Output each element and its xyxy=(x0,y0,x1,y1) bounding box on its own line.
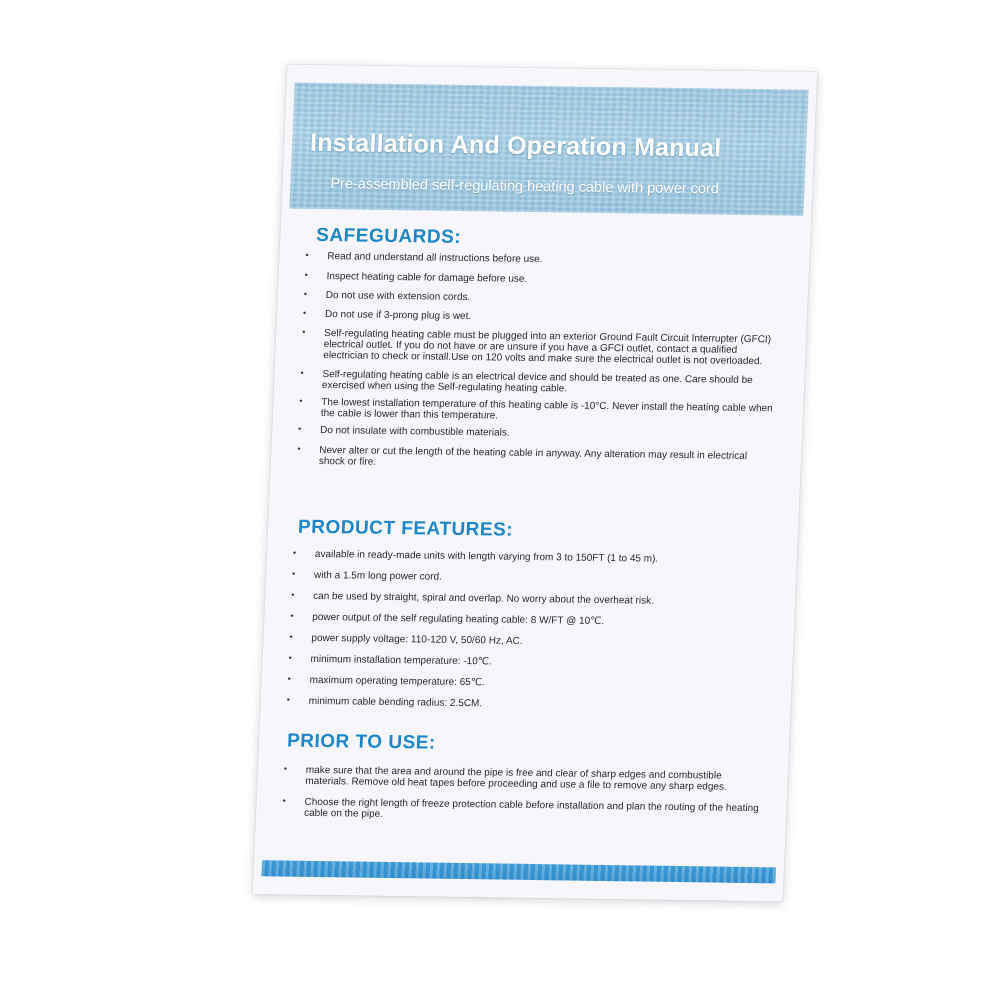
prior-list xyxy=(282,765,762,826)
footer-bar xyxy=(261,860,776,883)
features-item: • can be used by straight, spiral and overlap. No worry about the overheat risk. xyxy=(291,591,769,609)
safeguards-item: • Do not insulate with combustible materials. xyxy=(298,425,776,443)
prior-item: • make sure that the area and around the pipe is free and clear of sharp edges and combustible materials. Remove old heat tapes before proceeding and use a file to remove any sharp edges. xyxy=(283,765,762,794)
safeguards-heading: SAFEGUARDS: xyxy=(315,224,462,248)
safeguards-item: • Inspect heating cable for damage before use. xyxy=(304,271,782,289)
safeguards-item: • Do not use with extension cords. xyxy=(304,290,782,308)
prior-item: • Choose the right length of freeze protection cable before installation and plan the routing of the heating cable on the pipe. xyxy=(282,797,761,826)
features-item: • power supply voltage: 110-120 V, 50/60 Hz, AC. xyxy=(289,633,767,651)
features-heading: PRODUCT FEATURES: xyxy=(297,516,514,541)
features-item: • with a 1.5m long power cord. xyxy=(292,570,770,588)
features-item: • maximum operating temperature: 65℃. xyxy=(287,675,765,693)
prior-heading: PRIOR TO USE: xyxy=(286,730,437,754)
safeguards-item: • Self-regulating heating cable must be plugged into an exterior Ground Fault Circuit Interrupter (GFCI) electrical outlet. If you do not have or are unsure if you have a GFCI outlet, contact a qualified electrician to check or install.Use on 120 volts and make sure the electrical outlet is not overloaded. xyxy=(301,328,780,368)
manual-title: Installation And Operation Manual xyxy=(309,128,722,163)
safeguards-item: • Do not use if 3-prong plug is wet. xyxy=(303,309,781,327)
safeguards-item: • Self-regulating heating cable is an electrical device and should be treated as one. Care should be exercised when using the Self-regulating heating cable. xyxy=(300,369,779,398)
safeguards-item: • Never alter or cut the length of the heating cable in anyway. Any alteration may result in electrical shock or fire. xyxy=(297,445,776,474)
safeguards-item: • Read and understand all instructions before use. xyxy=(305,251,783,269)
title-banner xyxy=(289,83,808,216)
features-item: • minimum cable bending radius: 2.5CM. xyxy=(287,696,765,714)
manual-sheet xyxy=(253,65,818,902)
safeguards-item: • The lowest installation temperature of this heating cable is -10°C. Never install the heating cable when the cable is lower than this temperature. xyxy=(299,397,778,426)
features-list xyxy=(287,549,772,714)
safeguards-list xyxy=(297,251,784,474)
features-item: • power output of the self regulating heating cable: 8 W/FT @ 10℃. xyxy=(290,612,768,630)
features-item: • available in ready-made units with length varying from 3 to 150FT (1 to 45 m). xyxy=(293,549,771,567)
manual-subtitle: Pre-assembled self-regulating heating cable with power cord xyxy=(330,176,720,198)
features-item: • minimum installation temperature: -10℃. xyxy=(288,654,766,672)
